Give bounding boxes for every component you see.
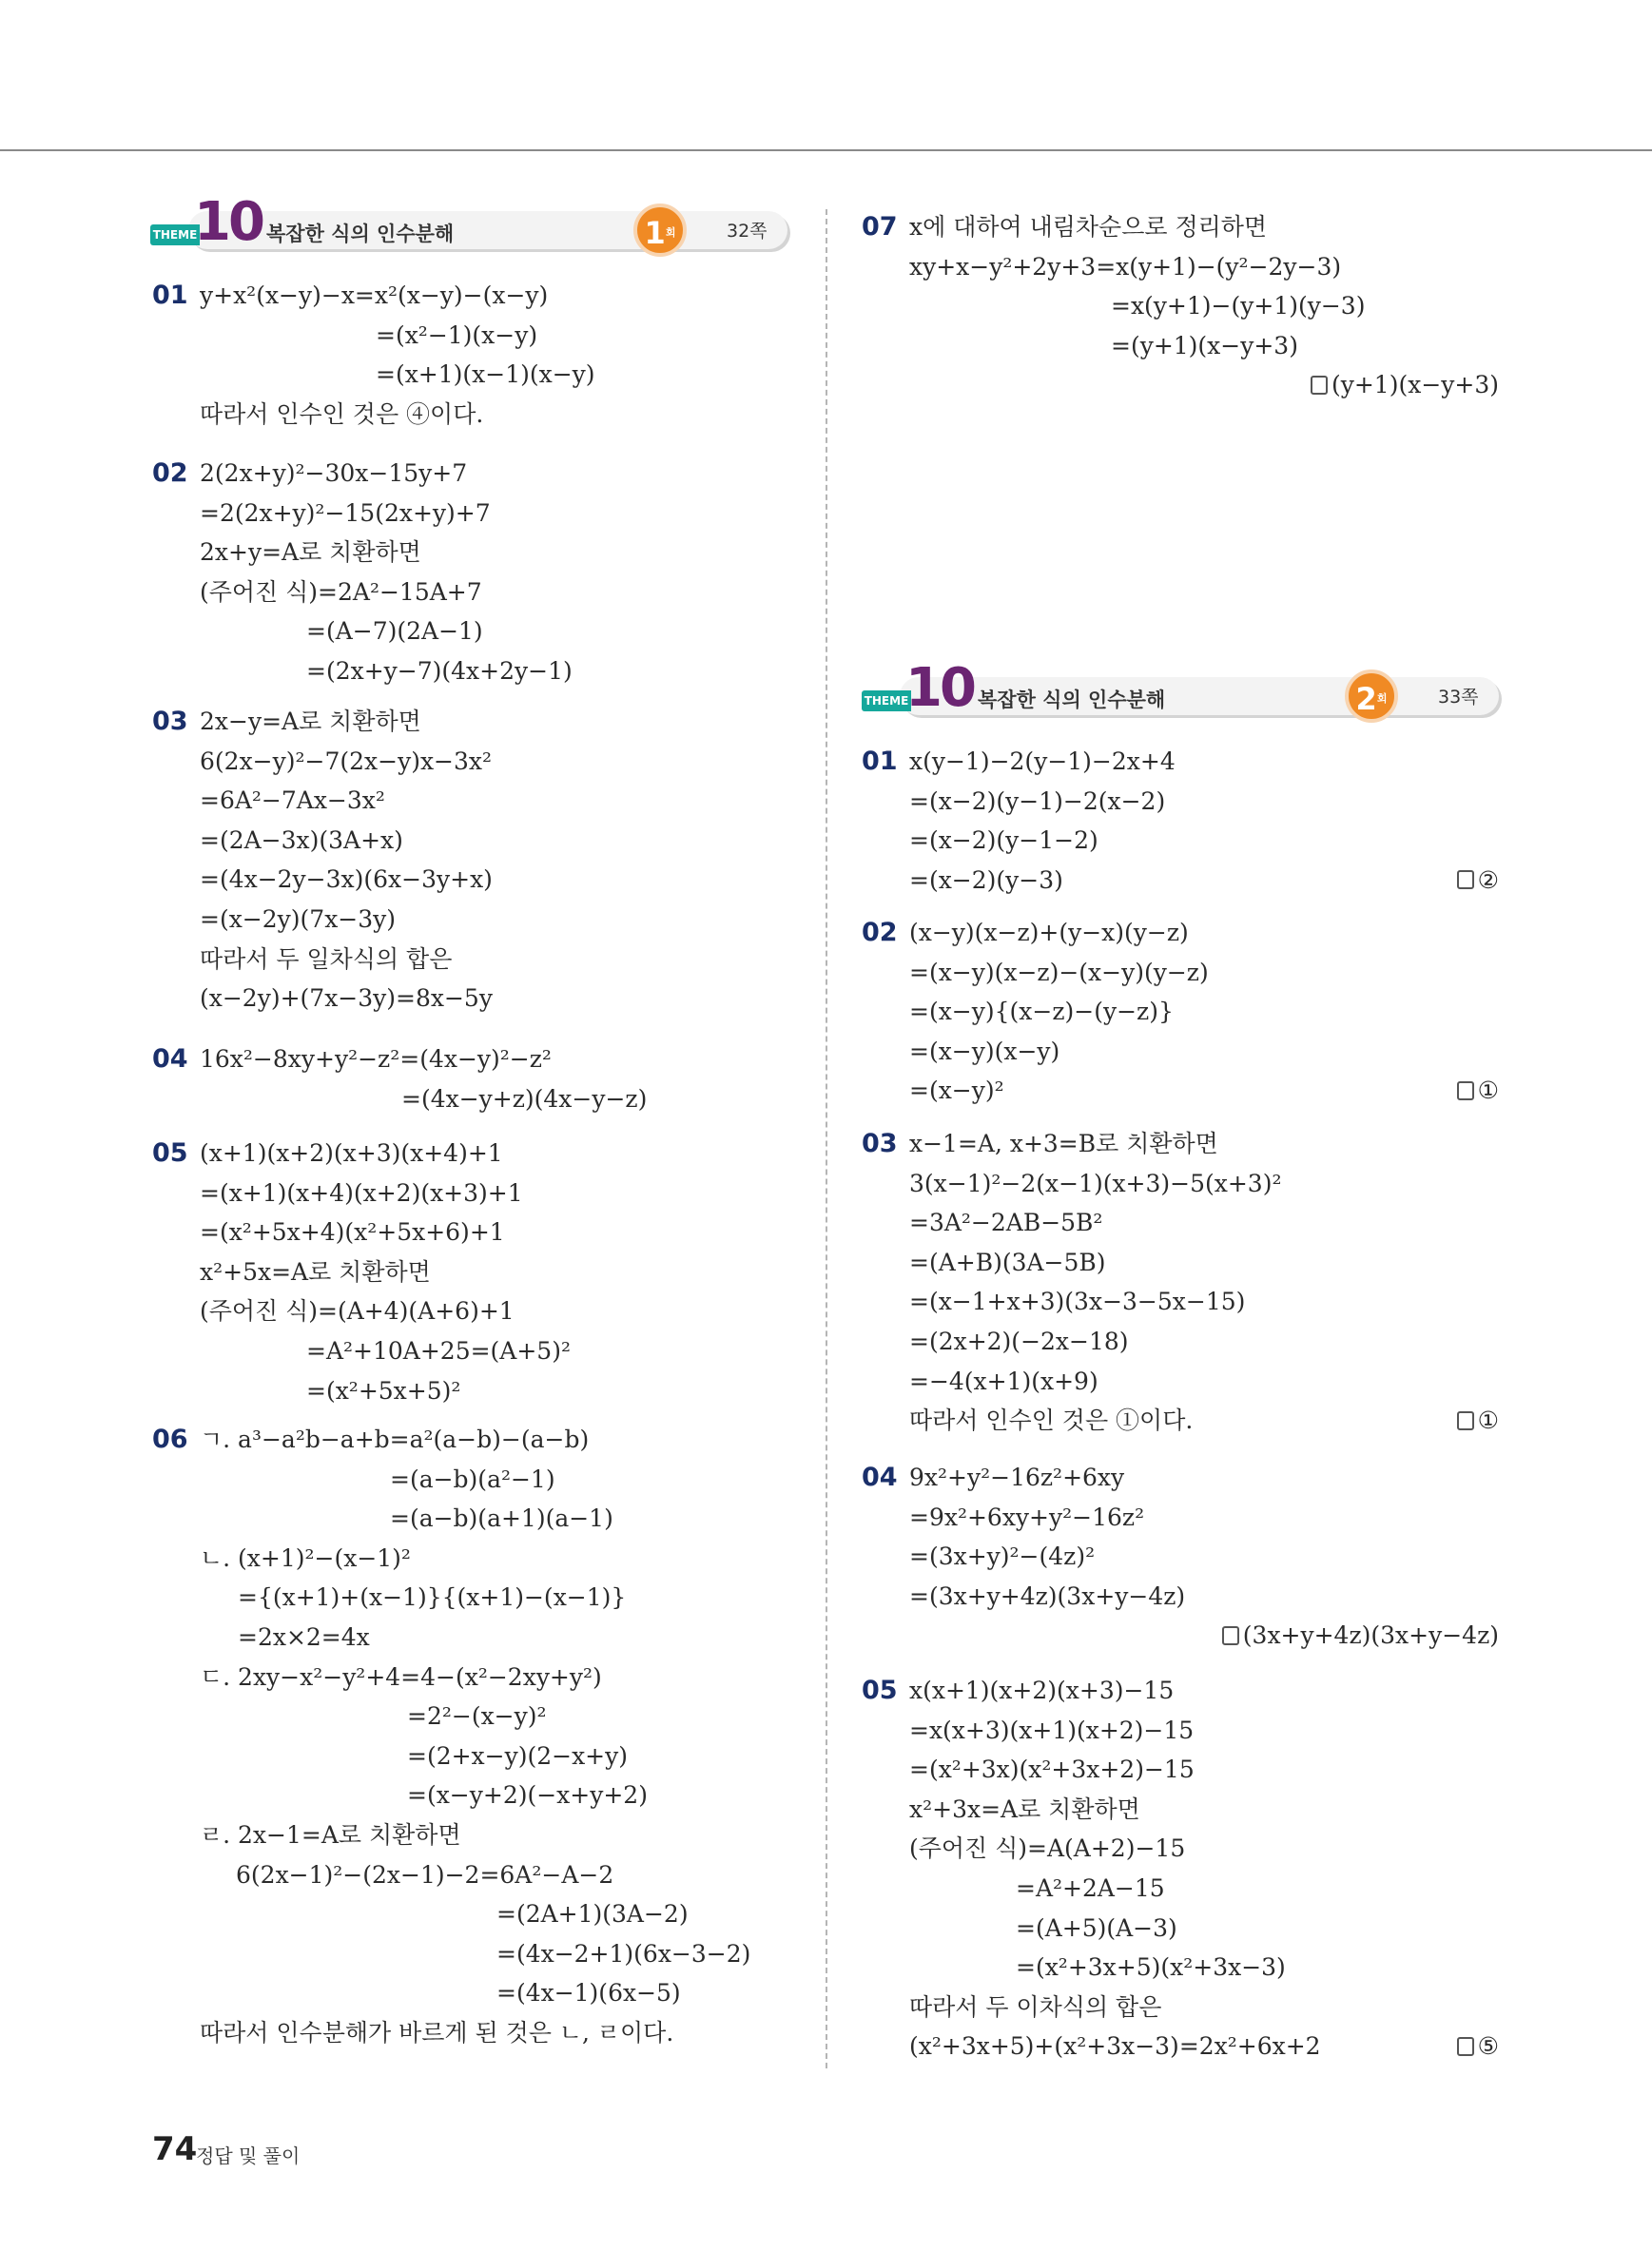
round-badge [633, 204, 687, 257]
theme-number: 10 [905, 657, 974, 719]
solution-line: ㄹ. 2x−1=A로 치환하면 [200, 1821, 461, 1849]
answer-mark [1311, 369, 1499, 401]
solution-line: =(3x+y)²−(4z)² [909, 1543, 1096, 1571]
solution-line: 3(x−1)²−2(x−1)(x+3)−5(x+3)² [909, 1169, 1282, 1197]
theme-number: 10 [194, 191, 262, 253]
solution-line: =(4x−1)(6x−5) [496, 1979, 681, 2008]
solution-line: x(y−1)−2(y−1)−2x+4 [909, 747, 1176, 775]
solution-line: 따라서 두 이차식의 합은 [909, 1992, 1162, 2021]
solution-line: =(x−y)(x−z)−(x−y)(y−z) [909, 958, 1209, 986]
solution-line: (주어진 식)=(A+4)(A+6)+1 [200, 1297, 515, 1326]
round-suffix: 회 [665, 226, 676, 239]
solution-line: =(x−y+2)(−x+y+2) [407, 1781, 648, 1810]
theme-tag: THEME [150, 224, 200, 245]
solution-line: =−4(x+1)(x+9) [909, 1367, 1098, 1395]
solution-line: x²+5x=A로 치환하면 [200, 1257, 431, 1286]
solution-line: =(x−y)(x−y) [909, 1037, 1060, 1065]
answer-mark [1457, 864, 1499, 897]
column-divider [826, 209, 827, 2068]
solution-line: =A²+10A+25=(A+5)² [306, 1337, 571, 1365]
solution-line: x에 대하여 내림차순으로 정리하면 [909, 213, 1268, 241]
theme-title: 복잡한 식의 인수분해 [266, 223, 455, 245]
solution-line: ={(x+1)+(x−1)}{(x+1)−(x−1)} [238, 1583, 627, 1612]
solution-line: =(2A+1)(3A−2) [496, 1900, 689, 1929]
solution-line: =(2x+2)(−2x−18) [909, 1328, 1129, 1355]
solution-line: =(x−2)(y−1−2) [909, 826, 1098, 855]
page-number: 74 [152, 2130, 198, 2168]
problem-number: 05 [152, 1138, 188, 1168]
solution-line: =2x×2=4x [238, 1623, 370, 1651]
solution-line: 16x²−8xy+y²−z²=(4x−y)²−z² [200, 1045, 552, 1073]
solution-line: =(4x−y+z)(4x−y−z) [401, 1084, 648, 1113]
problem-number: 04 [862, 1463, 898, 1492]
page-ref: 32쪽 [727, 221, 768, 242]
answer-icon [1311, 376, 1328, 395]
problem-number: 05 [862, 1676, 898, 1705]
round-number: 2 [1355, 681, 1377, 717]
answer-icon [1222, 1626, 1239, 1645]
solution-line: =(x²+3x)(x²+3x+2)−15 [909, 1756, 1195, 1784]
solution-line: =2(2x+y)²−15(2x+y)+7 [200, 498, 491, 527]
problem-number: 03 [152, 707, 188, 736]
solution-line: =(A+B)(3A−5B) [909, 1248, 1106, 1276]
solution-line: =x(x+3)(x+1)(x+2)−15 [909, 1716, 1195, 1744]
theme-header-1 [150, 191, 789, 257]
solution-line: (주어진 식)=A(A+2)−15 [909, 1834, 1186, 1863]
problem-number: 02 [862, 918, 898, 947]
answer-value: ① [1477, 1077, 1499, 1105]
page-ref: 33쪽 [1438, 687, 1479, 708]
answer-icon [1457, 870, 1474, 889]
solution-line: =A²+2A−15 [1016, 1874, 1165, 1902]
problem-number: 03 [862, 1129, 898, 1158]
solution-line: ㄷ. 2xy−x²−y²+4=4−(x²−2xy+y²) [200, 1662, 602, 1691]
solution-line: (x−2y)+(7x−3y)=8x−5y [200, 984, 493, 1013]
solution-line: =3A²−2AB−5B² [909, 1209, 1103, 1237]
problem-number: 04 [152, 1044, 188, 1074]
solution-line: =(4x−2+1)(6x−3−2) [496, 1939, 751, 1968]
solution-line: x²+3x=A로 치환하면 [909, 1795, 1140, 1823]
solution-line: 6(2x−y)²−7(2x−y)x−3x² [200, 747, 493, 775]
answer-mark [1457, 2030, 1499, 2063]
footer-label: 정답 및 풀이 [196, 2144, 301, 2167]
solution-line: 따라서 인수인 것은 ④이다. [200, 399, 484, 428]
solution-line: x−1=A, x+3=B로 치환하면 [909, 1130, 1218, 1157]
theme-title: 복잡한 식의 인수분해 [978, 689, 1166, 711]
solution-line: =(2+x−y)(2−x+y) [407, 1741, 629, 1770]
solution-line: =(x−y)² [909, 1077, 1004, 1105]
solution-line: =x(y+1)−(y+1)(y−3) [1111, 292, 1366, 320]
answer-icon [1457, 1411, 1474, 1430]
answer-mark [1222, 1620, 1499, 1652]
theme-tag: THEME [862, 690, 911, 711]
solution-line: =2²−(x−y)² [407, 1702, 547, 1731]
problem-number: 07 [862, 212, 898, 242]
solution-line: ㄱ. a³−a²b−a+b=a²(a−b)−(a−b) [200, 1426, 590, 1453]
answer-value: ① [1477, 1407, 1499, 1435]
solution-line: =(x+1)(x−1)(x−y) [376, 360, 595, 389]
solution-line: =(2x+y−7)(4x+2y−1) [306, 657, 573, 685]
answer-value: (y+1)(x−y+3) [1331, 371, 1499, 399]
problem-number: 01 [152, 281, 188, 310]
solution-line: =(A−7)(2A−1) [306, 617, 483, 646]
solution-line: 따라서 인수인 것은 ①이다. [909, 1407, 1194, 1435]
solution-line: =9x²+6xy+y²−16z² [909, 1503, 1145, 1531]
solution-line: 6(2x−1)²−(2x−1)−2=6A²−A−2 [236, 1860, 614, 1889]
solution-line: xy+x−y²+2y+3=x(y+1)−(y²−2y−3) [909, 252, 1342, 281]
problem-number: 06 [152, 1425, 188, 1454]
solution-line: 2x+y=A로 치환하면 [200, 538, 421, 567]
solution-line: ㄴ. (x+1)²−(x−1)² [200, 1543, 411, 1572]
solution-line: =(a−b)(a²−1) [390, 1465, 555, 1493]
solution-line: =(y+1)(x−y+3) [1111, 331, 1298, 359]
round-number: 1 [644, 215, 666, 251]
solution-line: =6A²−7Ax−3x² [200, 786, 385, 815]
problem-number: 02 [152, 458, 188, 488]
solution-line: 2x−y=A로 치환하면 [200, 708, 421, 735]
answer-mark [1457, 1405, 1499, 1437]
solution-line: =(x²+5x+5)² [306, 1376, 461, 1405]
solution-line: (x−y)(x−z)+(y−x)(y−z) [909, 919, 1189, 946]
solution-line: 9x²+y²−16z²+6xy [909, 1464, 1125, 1491]
solution-line: 따라서 인수분해가 바르게 된 것은 ㄴ, ㄹ이다. [200, 2019, 674, 2047]
solution-line: y+x²(x−y)−x=x²(x−y)−(x−y) [200, 281, 549, 309]
answer-value: ② [1477, 865, 1499, 894]
answer-icon [1457, 1081, 1474, 1100]
solution-line: (x+1)(x+2)(x+3)(x+4)+1 [200, 1139, 503, 1167]
theme-header-2 [862, 657, 1501, 723]
round-badge [1345, 669, 1398, 723]
solution-line: 따라서 두 일차식의 합은 [200, 944, 453, 973]
solution-line: =(x−2y)(7x−3y) [200, 905, 397, 933]
answer-value: (3x+y+4z)(3x+y−4z) [1242, 1621, 1499, 1650]
solution-line: x(x+1)(x+2)(x+3)−15 [909, 1677, 1175, 1704]
solution-line: =(x−2)(y−1)−2(x−2) [909, 786, 1166, 815]
solution-line: =(x−1+x+3)(3x−3−5x−15) [909, 1288, 1246, 1316]
solution-line: =(A+5)(A−3) [1016, 1913, 1177, 1942]
solution-line: (x²+3x+5)+(x²+3x−3)=2x²+6x+2 [909, 2032, 1321, 2061]
solution-line: =(a−b)(a+1)(a−1) [390, 1504, 613, 1533]
solution-line: =(x²+3x+5)(x²+3x−3) [1016, 1953, 1286, 1982]
solution-line: =(x²+5x+4)(x²+5x+6)+1 [200, 1218, 505, 1247]
solution-line: =(4x−2y−3x)(6x−3y+x) [200, 865, 493, 894]
solution-line: =(x−2)(y−3) [909, 865, 1063, 894]
solution-line: 2(2x+y)²−30x−15y+7 [200, 459, 468, 487]
solution-line: =(3x+y+4z)(3x+y−4z) [909, 1582, 1186, 1610]
solution-line: (주어진 식)=2A²−15A+7 [200, 577, 482, 606]
solution-line: =(2A−3x)(3A+x) [200, 825, 403, 854]
answer-value: ⑤ [1477, 2032, 1499, 2061]
round-suffix: 회 [1376, 692, 1388, 705]
top-rule [0, 149, 1652, 151]
solution-line: =(x²−1)(x−y) [376, 320, 538, 349]
solution-line: =(x−y){(x−z)−(y−z)} [909, 998, 1174, 1026]
answer-mark [1457, 1075, 1499, 1107]
problem-number: 01 [862, 747, 898, 776]
answer-icon [1457, 2037, 1474, 2056]
solution-line: =(x+1)(x+4)(x+2)(x+3)+1 [200, 1178, 523, 1207]
